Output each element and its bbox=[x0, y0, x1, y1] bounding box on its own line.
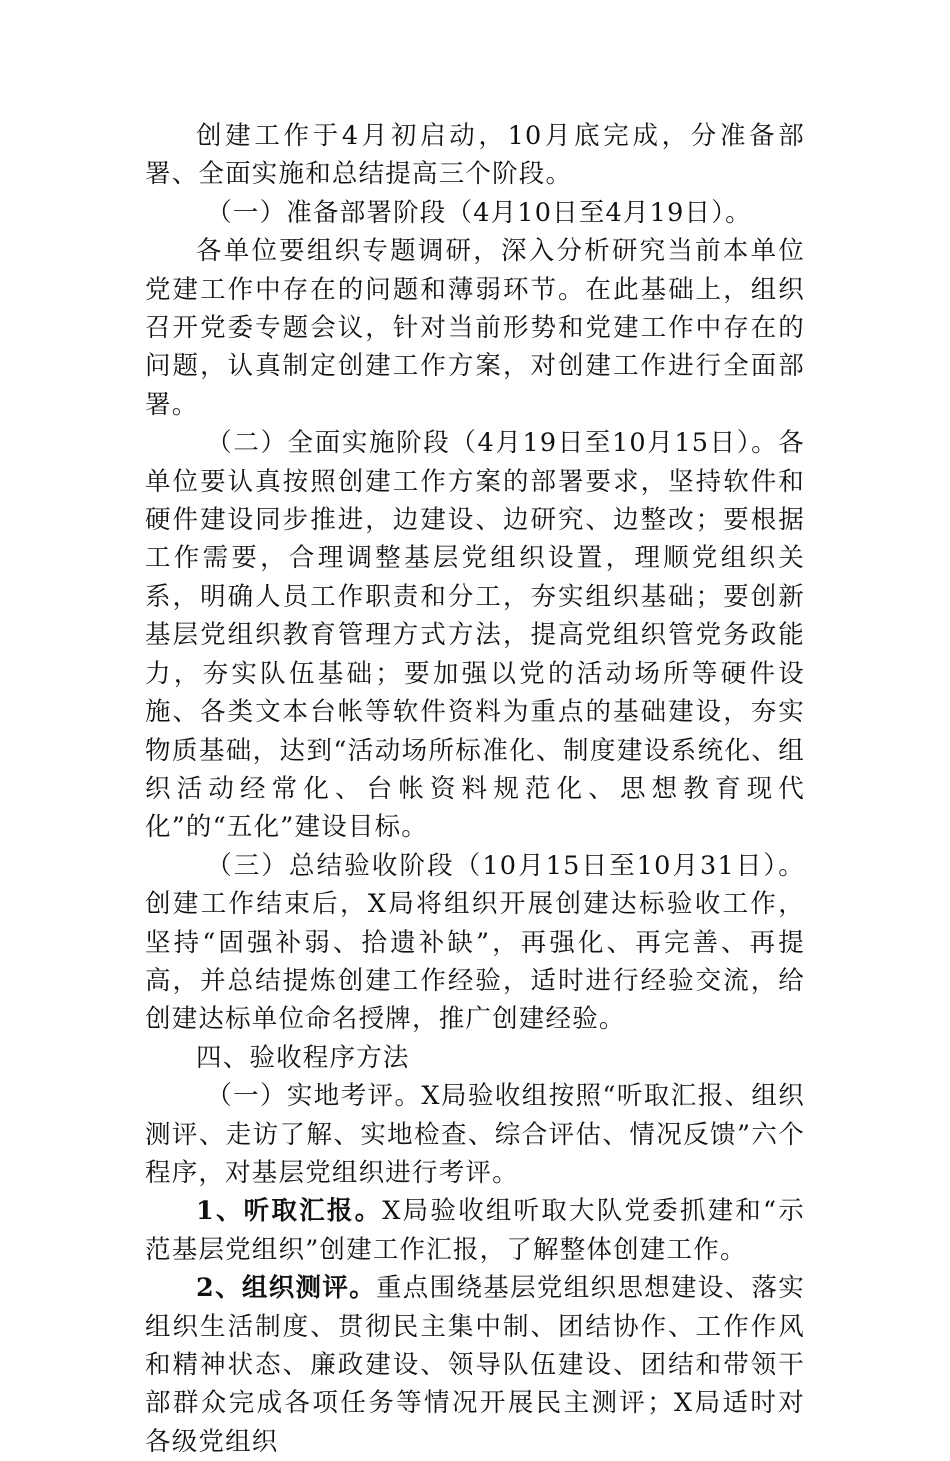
stage-1-paragraph: 各单位要组织专题调研，深入分析研究当前本单位党建工作中存在的问题和薄弱环节。在此基础上，组织召开党委专题会议，针对当前形势和党建工作中存在的问题，认真制定创建工作方案，对创建工作进行全面部署。 bbox=[145, 236, 805, 420]
stage-3-paragraph: （三）总结验收阶段（10月15日至10月31日）。创建工作结束后，X局将组织开展创建达标验收工作，坚持“固强补弱、拾遗补缺”，再强化、再完善、再提高，并总结提炼创建工作经验，适时进行经验交流，给创建达标单位命名授牌，推广创建经验。 bbox=[145, 850, 805, 1035]
item-1-paragraph bbox=[145, 1192, 805, 1269]
item-1-text: X局验收组听取大队党委抓建和“示范基层党组织”创建工作汇报，了解整体创建工作。 bbox=[145, 1196, 805, 1265]
item-1-title: 1、听取汇报。 bbox=[196, 1196, 383, 1227]
onsite-evaluation-paragraph: （一）实地考评。X局验收组按照“听取汇报、组织测评、走访了解、实地检查、综合评估、情况反馈”六个程序，对基层党组织进行考评。 bbox=[145, 1081, 805, 1188]
stage-1-heading: （一）准备部署阶段（4月10日至4月19日）。 bbox=[206, 197, 752, 228]
item-2-text: 重点围绕基层党组织思想建设、落实组织生活制度、贯彻民主集中制、团结协作、工作作风和精神状态、廉政建设、领导队伍建设、团结和带领干部群众完成各项任务等情况开展民主测评；X局适时对各级党组织 bbox=[145, 1273, 805, 1457]
intro-paragraph: 创建工作于4月初启动，10月底完成，分准备部署、全面实施和总结提高三个阶段。 bbox=[145, 121, 805, 190]
stage-2-paragraph: （二）全面实施阶段（4月19日至10月15日）。各单位要认真按照创建工作方案的部署要求，坚持软件和硬件建设同步推进，边建设、边研究、边整改；要根据工作需要，合理调整基层党组织设置，理顺党组织关系，明确人员工作职责和分工，夯实组织基础；要创新基层党组织教育管理方式方法，提高党组织管党务政能力，夯实队伍基础；要加强以党的活动场所等硬件设施、各类文本台帐等软件资料为重点的基础建设，夯实物质基础，达到“活动场所标准化、制度建设系统化、组织活动经常化、台帐资料规范化、思想教育现代化”的“五化”建设目标。 bbox=[145, 428, 805, 843]
item-2-paragraph bbox=[145, 1269, 805, 1461]
item-2-title: 2、组织测评。 bbox=[196, 1273, 376, 1304]
section-4-heading: 四、验收程序方法 bbox=[196, 1042, 410, 1073]
document-body bbox=[145, 117, 805, 1461]
